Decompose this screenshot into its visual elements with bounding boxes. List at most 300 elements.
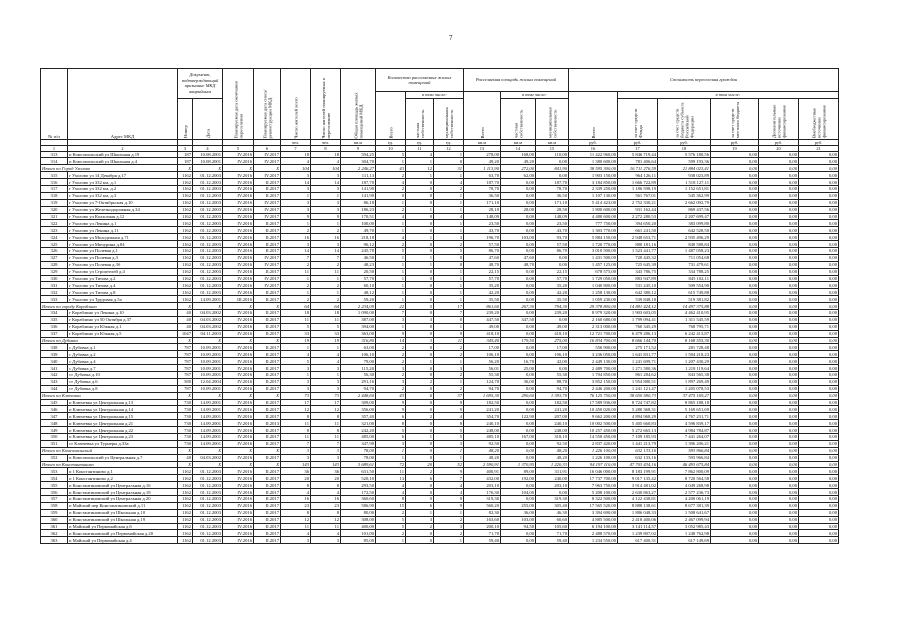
table-cell: 1 bbox=[311, 220, 341, 227]
table-cell: 4 bbox=[434, 413, 464, 420]
table-cell: 01.12.2003 bbox=[193, 489, 223, 496]
table-cell: 18 bbox=[281, 151, 311, 158]
row-number: 352 bbox=[41, 454, 68, 461]
table-cell: 11 bbox=[311, 268, 341, 275]
table-cell: 0 bbox=[406, 406, 434, 413]
table-cell: 4 200 061,19 bbox=[658, 496, 711, 503]
table-cell: 5 884 150,00 bbox=[569, 234, 618, 241]
table-cell: 0,00 bbox=[799, 447, 839, 454]
table-cell: 0,00 bbox=[501, 282, 536, 289]
table-cell: 3 bbox=[281, 172, 311, 179]
table-cell: 1162 bbox=[178, 537, 193, 544]
unit-cell: руб. bbox=[799, 139, 839, 145]
table-cell: II.2017 bbox=[254, 482, 281, 489]
table-cell: 2 bbox=[434, 530, 464, 537]
table-cell: 11 bbox=[281, 434, 311, 441]
table-cell: 36 bbox=[281, 468, 311, 475]
column-number: 14 bbox=[501, 145, 536, 151]
row-number: 362 bbox=[41, 530, 68, 537]
table-cell: 0,00 bbox=[759, 351, 799, 358]
table-cell: 1 bbox=[434, 296, 464, 303]
column-number: 20 bbox=[759, 145, 799, 151]
table-cell: 0,00 bbox=[501, 496, 536, 503]
subtotal-label: Итого по Комсомольский bbox=[41, 447, 178, 454]
table-cell: 111,13 bbox=[341, 172, 376, 179]
table-cell: 0 bbox=[406, 447, 434, 454]
table-cell: IV.2016 bbox=[223, 213, 254, 220]
table-cell: 730 bbox=[178, 427, 193, 434]
table-cell: 04.03.2002 bbox=[193, 309, 223, 316]
table-cell: 0,00 bbox=[501, 372, 536, 379]
table-cell: 0,00 bbox=[501, 199, 536, 206]
table-cell: 0,00 bbox=[536, 261, 569, 268]
subtotal-row bbox=[41, 461, 839, 468]
table-cell: 01.12.2003 bbox=[193, 289, 223, 296]
table-cell: 01.12.2003 bbox=[193, 530, 223, 537]
header-area-group: Расселяемая площадь жилых помещений bbox=[464, 69, 569, 92]
table-cell: 0 bbox=[406, 454, 434, 461]
table-cell: 0,00 bbox=[536, 172, 569, 179]
table-cell: 0,00 bbox=[501, 185, 536, 192]
table-cell: IV.2016 bbox=[223, 482, 254, 489]
table-cell: 104 bbox=[281, 165, 311, 172]
table-cell: 883 947,89 bbox=[618, 275, 658, 282]
table-cell: 347,90 bbox=[341, 440, 376, 447]
table-cell: 0,00 bbox=[501, 351, 536, 358]
table-cell: 0 bbox=[406, 427, 434, 434]
table-cell: IV.2016 bbox=[223, 509, 254, 516]
table-row bbox=[41, 530, 839, 537]
address-cell: п Майский ул Первомайская д.6 bbox=[68, 523, 178, 530]
row-number: 333 bbox=[41, 296, 68, 303]
table-cell: 9 bbox=[434, 330, 464, 337]
table-cell: 964 126,11 bbox=[618, 172, 658, 179]
address-cell: г Ухолово ул Строителей д.4 bbox=[68, 268, 178, 275]
table-cell: 4 bbox=[311, 358, 341, 365]
table-cell: 13 bbox=[376, 475, 406, 482]
table-cell: IV.2016 bbox=[223, 489, 254, 496]
table-cell: 8 bbox=[281, 482, 311, 489]
table-cell: 1 641 831,77 bbox=[618, 351, 658, 358]
table-cell: II.2017 bbox=[254, 530, 281, 537]
table-cell: IV.2016 bbox=[223, 351, 254, 358]
table-cell: 16 711 276,59 bbox=[618, 165, 658, 172]
table-cell: 8 865 188,18 bbox=[658, 399, 711, 406]
table-cell: 4 122 438,81 bbox=[618, 496, 658, 503]
table-cell: 777 750,00 bbox=[569, 220, 618, 227]
table-cell: 0,00 bbox=[711, 502, 759, 509]
column-number: 5 bbox=[223, 145, 254, 151]
table-cell: 60,60 bbox=[536, 516, 569, 523]
table-cell: 0,00 bbox=[501, 179, 536, 186]
table-cell: 36,00 bbox=[501, 509, 536, 516]
table-cell: 2 bbox=[406, 523, 434, 530]
unit-cell: руб. bbox=[618, 139, 658, 145]
table-cell: 0,00 bbox=[799, 323, 839, 330]
page-number: 7 bbox=[449, 34, 453, 42]
table-cell: 4 bbox=[311, 158, 341, 165]
table-cell: 0,00 bbox=[501, 454, 536, 461]
table-cell: 01.12.2003 bbox=[193, 227, 223, 234]
table-row bbox=[41, 516, 839, 523]
table-cell: 0,00 bbox=[799, 330, 839, 337]
table-cell: IV.2016 bbox=[223, 399, 254, 406]
table-cell: 539 848,18 bbox=[618, 296, 658, 303]
table-cell: X bbox=[178, 447, 193, 454]
table-cell: IV.2017 bbox=[254, 206, 281, 213]
table-cell: 1 241 121,47 bbox=[618, 385, 658, 392]
table-cell: 0,00 bbox=[759, 316, 799, 323]
table-cell: 2 577 236,73 bbox=[658, 489, 711, 496]
table-cell: 7 bbox=[434, 309, 464, 316]
table-cell: 0 bbox=[406, 365, 434, 372]
table-cell: 10.09.2001 bbox=[193, 372, 223, 379]
table-cell: II.2017 bbox=[254, 330, 281, 337]
table-cell: 0 bbox=[434, 261, 464, 268]
table-cell: 7 bbox=[311, 254, 341, 261]
subtotal-label: Итого по Ключевка bbox=[41, 392, 178, 399]
table-cell: 308,00 bbox=[341, 516, 376, 523]
table-cell: 14.09.2001 bbox=[193, 296, 223, 303]
unit-cell: кв.м bbox=[501, 139, 536, 145]
table-cell: 8 979 320,00 bbox=[569, 309, 618, 316]
table-cell: 2 bbox=[434, 372, 464, 379]
table-cell: 0,00 bbox=[711, 282, 759, 289]
table-cell: II.2017 bbox=[254, 413, 281, 420]
table-cell: 8 bbox=[311, 482, 341, 489]
header-cost-fund: за счет средств Фонда bbox=[618, 98, 658, 139]
table-cell: 1 bbox=[434, 447, 464, 454]
table-cell: 59,20 bbox=[341, 296, 376, 303]
table-cell: II.2017 bbox=[254, 316, 281, 323]
table-cell: 12.04.2004 bbox=[193, 378, 223, 385]
table-cell: 3 bbox=[281, 537, 311, 544]
unit-cell: руб. bbox=[658, 139, 711, 145]
table-cell: 5 169 651,69 bbox=[658, 406, 711, 413]
table-cell: 1 059 230,00 bbox=[569, 296, 618, 303]
table-cell: 2 752 330,21 bbox=[618, 199, 658, 206]
table-cell: 3 bbox=[311, 199, 341, 206]
table-row bbox=[41, 192, 839, 199]
table-cell: 0,00 bbox=[711, 392, 759, 399]
table-cell: 17,00 bbox=[464, 344, 501, 351]
table-cell: 94,50 bbox=[501, 523, 536, 530]
address-cell: п Ключевка ул Центральная д.21 bbox=[68, 420, 178, 427]
table-cell: 12 bbox=[406, 165, 434, 172]
table-cell: 1162 bbox=[178, 475, 193, 482]
table-cell: 0,00 bbox=[759, 537, 799, 544]
table-cell: 01.12.2003 bbox=[193, 179, 223, 186]
table-cell: 5 405 660,83 bbox=[618, 420, 658, 427]
unit-cell: ед. bbox=[406, 139, 434, 145]
table-cell: 0 bbox=[406, 247, 434, 254]
table-cell: 2 bbox=[311, 227, 341, 234]
row-number: 338 bbox=[41, 344, 68, 351]
table-cell: 1 234 550,00 bbox=[569, 537, 618, 544]
table-cell: 2 313 000,00 bbox=[569, 323, 618, 330]
table-row bbox=[41, 454, 839, 461]
table-cell: 106,10 bbox=[464, 351, 501, 358]
table-cell: 01.12.2003 bbox=[193, 502, 223, 509]
table-cell: 17 bbox=[311, 399, 341, 406]
table-cell: 0,00 bbox=[759, 172, 799, 179]
table-cell: 2 bbox=[376, 344, 406, 351]
table-cell: 880 181,16 bbox=[618, 241, 658, 248]
table-cell: 394 650,20 bbox=[618, 220, 658, 227]
table-cell: 0 bbox=[406, 268, 434, 275]
table-cell: 4 bbox=[311, 489, 341, 496]
table-cell: X bbox=[193, 461, 223, 468]
row-number: 325 bbox=[41, 241, 68, 248]
table-cell: 4 462 410,95 bbox=[658, 309, 711, 316]
address-cell: п Константиновский ул Центральная д.16 bbox=[68, 482, 178, 489]
unit-cell: кв.м bbox=[464, 139, 501, 145]
table-cell: 0 bbox=[406, 385, 434, 392]
table-cell: 0,00 bbox=[501, 530, 536, 537]
table-row bbox=[41, 309, 839, 316]
table-cell: 01.12.2003 bbox=[193, 475, 223, 482]
table-cell: 101,00 bbox=[341, 530, 376, 537]
table-cell: 36,50 bbox=[536, 192, 569, 199]
table-cell: 0,00 bbox=[759, 385, 799, 392]
table-cell: 0,00 bbox=[501, 309, 536, 316]
table-cell: 179,50 bbox=[501, 337, 536, 344]
table-cell: 10.09.2001 bbox=[193, 365, 223, 372]
table-row bbox=[41, 378, 839, 385]
table-cell: 0 bbox=[406, 179, 434, 186]
table-cell: 0,00 bbox=[711, 179, 759, 186]
table-cell: 2 467 099,94 bbox=[658, 516, 711, 523]
table-cell: 01.12.2003 bbox=[193, 206, 223, 213]
table-cell: 311,91 bbox=[536, 468, 569, 475]
table-cell: 0,00 bbox=[759, 303, 799, 310]
table-cell: 2 bbox=[434, 241, 464, 248]
table-cell: 1 bbox=[311, 289, 341, 296]
address-cell: г Ухолово ул 332 км, д.3 bbox=[68, 192, 178, 199]
row-number: 342 bbox=[41, 372, 68, 379]
table-cell: 0,00 bbox=[711, 440, 759, 447]
table-header bbox=[41, 69, 839, 152]
table-cell: 1 bbox=[376, 199, 406, 206]
table-cell: 2 bbox=[434, 351, 464, 358]
table-cell: 187 bbox=[178, 151, 193, 158]
table-cell: 0 bbox=[406, 192, 434, 199]
table-cell: 0,00 bbox=[711, 406, 759, 413]
table-cell: 1 518 127,11 bbox=[658, 179, 711, 186]
table-cell: IV.2016 bbox=[223, 289, 254, 296]
table-cell: 0,00 bbox=[799, 158, 839, 165]
table-cell: 3 141 114,57 bbox=[618, 523, 658, 530]
table-cell: 1 bbox=[434, 151, 464, 158]
subtotal-label: Итого по Дубовка bbox=[41, 337, 178, 344]
table-cell: 2 bbox=[311, 261, 341, 268]
table-cell: 10 002 500,00 bbox=[569, 420, 618, 427]
address-cell: г Ухолово ул Трудовая д.5а bbox=[68, 296, 178, 303]
table-cell: 347,50 bbox=[501, 316, 536, 323]
table-cell: 20 bbox=[406, 461, 434, 468]
table-cell: 0 bbox=[434, 158, 464, 165]
table-cell: 1 218 119,64 bbox=[658, 365, 711, 372]
column-number: 1 bbox=[41, 145, 68, 151]
table-cell: IV.2016 bbox=[223, 261, 254, 268]
table-cell: 1 bbox=[376, 323, 406, 330]
table-cell: 845 102,11 bbox=[658, 275, 711, 282]
table-cell: IV.2016 bbox=[223, 192, 254, 199]
table-cell: 0,00 bbox=[759, 489, 799, 496]
table-cell: 631,50 bbox=[341, 468, 376, 475]
table-cell: II.2017 bbox=[254, 502, 281, 509]
table-cell: 843 565,38 bbox=[658, 372, 711, 379]
table-row bbox=[41, 344, 839, 351]
table-cell: 0,00 bbox=[501, 323, 536, 330]
table-cell: 0,00 bbox=[711, 220, 759, 227]
table-cell: 1 bbox=[376, 296, 406, 303]
table-cell: X bbox=[178, 392, 193, 399]
table-cell: 0,00 bbox=[711, 420, 759, 427]
table-cell: X bbox=[178, 165, 193, 172]
table-cell: 7 bbox=[281, 254, 311, 261]
table-cell: 3 236 050,00 bbox=[569, 351, 618, 358]
table-cell: 8 bbox=[311, 427, 341, 434]
table-cell: 01.12.2003 bbox=[193, 261, 223, 268]
table-cell: 48,20 bbox=[464, 454, 501, 461]
table-cell: 48,70 bbox=[501, 261, 536, 268]
table-cell: II.2017 bbox=[254, 372, 281, 379]
table-cell: 1 bbox=[434, 275, 464, 282]
header-residents-total: Число жителей всего bbox=[281, 69, 311, 140]
table-cell: 8 168 555,30 bbox=[658, 337, 711, 344]
table-cell: 0,00 bbox=[799, 399, 839, 406]
table-cell: 2 bbox=[281, 261, 311, 268]
table-cell: 1 bbox=[406, 358, 434, 365]
address-cell: с Дубовка д.2 bbox=[68, 351, 178, 358]
unit-cell: руб. bbox=[711, 139, 759, 145]
table-cell: 9 bbox=[376, 330, 406, 337]
table-cell: 4 bbox=[281, 351, 311, 358]
table-cell: 92,50 bbox=[464, 440, 501, 447]
table-cell: 1162 bbox=[178, 261, 193, 268]
table-cell: 242,20 bbox=[341, 427, 376, 434]
table-cell: 432,00 bbox=[464, 475, 501, 482]
table-cell: 1 271 580,36 bbox=[618, 365, 658, 372]
table-cell: 110,00 bbox=[536, 151, 569, 158]
table-cell: 0,00 bbox=[501, 227, 536, 234]
table-cell: 3 394 690,00 bbox=[569, 509, 618, 516]
table-cell: 5 bbox=[376, 523, 406, 530]
table-cell: 207,00 bbox=[536, 413, 569, 420]
table-cell: 1162 bbox=[178, 282, 193, 289]
table-cell: IV.2016 bbox=[223, 365, 254, 372]
table-cell: II.2017 bbox=[254, 192, 281, 199]
table-cell: IV.2016 bbox=[223, 247, 254, 254]
table-cell: 642 380,12 bbox=[618, 289, 658, 296]
table-cell: 20,50 bbox=[341, 268, 376, 275]
table-cell: 0,00 bbox=[536, 489, 569, 496]
column-number: 2 bbox=[68, 145, 178, 151]
table-cell: 599 193,36 bbox=[658, 158, 711, 165]
address-cell: г Ухолово ул Колхозная д.12 bbox=[68, 213, 178, 220]
table-cell: 3 689,61 bbox=[341, 461, 376, 468]
table-cell: 0 bbox=[406, 309, 434, 316]
table-cell: X bbox=[254, 392, 281, 399]
table-cell: 0,00 bbox=[711, 427, 759, 434]
table-cell: 14 550 450,00 bbox=[569, 434, 618, 441]
table-row bbox=[41, 358, 839, 365]
table-cell: 0,00 bbox=[759, 420, 799, 427]
table-cell: 0,00 bbox=[799, 358, 839, 365]
column-number: 9 bbox=[341, 145, 376, 151]
address-cell: п Константиновский ул Школьная д.19 bbox=[68, 516, 178, 523]
table-cell: IV.2016 bbox=[223, 454, 254, 461]
table-cell: 43 bbox=[376, 392, 406, 399]
table-cell: 3 852 150,00 bbox=[569, 378, 618, 385]
table-cell: 01.12.2003 bbox=[193, 268, 223, 275]
address-cell: г Ухолово ул 7-Октябрьская д.10 bbox=[68, 199, 178, 206]
table-cell: IV.2016 bbox=[223, 427, 254, 434]
table-cell: 0,00 bbox=[799, 468, 839, 475]
table-cell: 281 728,48 bbox=[658, 344, 711, 351]
table-cell: 2 bbox=[376, 530, 406, 537]
table-cell: 2 bbox=[434, 516, 464, 523]
table-row bbox=[41, 241, 839, 248]
address-cell: с Дубовка д.1 bbox=[68, 344, 178, 351]
table-cell: 1 bbox=[376, 220, 406, 227]
table-cell: II.2017 bbox=[254, 523, 281, 530]
table-cell: 04.03.2002 bbox=[193, 323, 223, 330]
table-cell: 3 bbox=[281, 378, 311, 385]
table-cell: 93,70 bbox=[536, 234, 569, 241]
table-cell: 1 239 807,02 bbox=[618, 530, 658, 537]
table-cell: 57,70 bbox=[341, 275, 376, 282]
table-cell: 0,00 bbox=[799, 502, 839, 509]
table-cell: 01.12.2003 bbox=[193, 254, 223, 261]
table-cell: 1 954 880,51 bbox=[618, 378, 658, 385]
table-cell: 8 bbox=[434, 420, 464, 427]
table-cell: 2 bbox=[376, 509, 406, 516]
table-cell: 46,50 bbox=[341, 254, 376, 261]
table-cell: 86,70 bbox=[536, 247, 569, 254]
table-cell: IV.2016 bbox=[223, 206, 254, 213]
table-cell: IV.2016 bbox=[223, 406, 254, 413]
table-cell: 0,00 bbox=[759, 323, 799, 330]
table-row bbox=[41, 385, 839, 392]
table-cell: 1 bbox=[406, 206, 434, 213]
address-cell: п Константиновский ул Центральная д.18 bbox=[68, 489, 178, 496]
table-cell: 1 800 600,00 bbox=[569, 206, 618, 213]
table-cell: 1 bbox=[434, 537, 464, 544]
address-cell: с Дубовка д.7 bbox=[68, 365, 178, 372]
table-cell: 01.12.2003 bbox=[193, 509, 223, 516]
table-cell: 17 bbox=[281, 399, 311, 406]
address-cell: г Ухолово ул Молодежная д.71 bbox=[68, 234, 178, 241]
table-cell: 0 bbox=[406, 372, 434, 379]
table-cell: 356,00 bbox=[341, 406, 376, 413]
table-cell: 0 bbox=[406, 213, 434, 220]
table-cell: 9 bbox=[434, 502, 464, 509]
table-cell: 7 bbox=[281, 440, 311, 447]
table-cell: III.2016 bbox=[223, 296, 254, 303]
table-cell: 3 184 850,00 bbox=[569, 179, 618, 186]
table-cell: 171,10 bbox=[536, 199, 569, 206]
table-cell: 1162 bbox=[178, 179, 193, 186]
table-cell: 4 bbox=[434, 179, 464, 186]
table-cell: 0 bbox=[406, 482, 434, 489]
table-cell: 0,00 bbox=[759, 289, 799, 296]
table-cell: 64 bbox=[311, 303, 341, 310]
table-cell: 9 bbox=[434, 468, 464, 475]
table-row bbox=[41, 502, 839, 509]
table-cell: 0,00 bbox=[711, 254, 759, 261]
